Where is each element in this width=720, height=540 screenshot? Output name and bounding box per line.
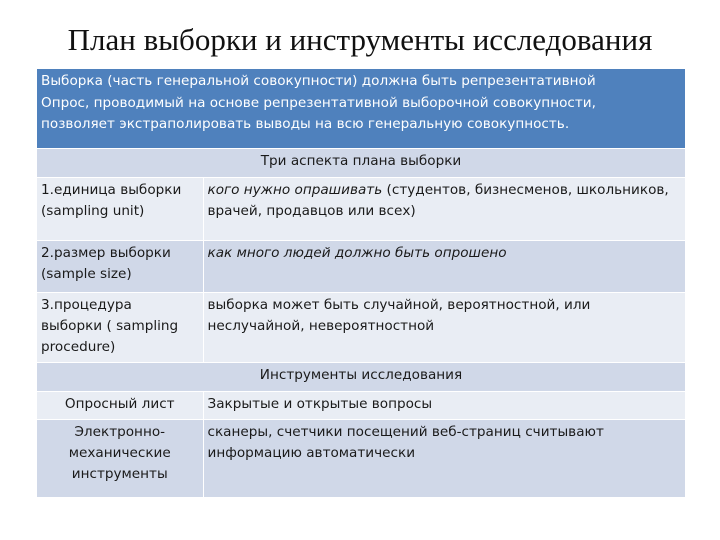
section-title-sampling: Три аспекта плана выборки <box>37 149 685 178</box>
plan-table <box>37 69 685 498</box>
row-label <box>37 392 203 420</box>
row-label <box>37 241 203 293</box>
header-row <box>37 69 685 149</box>
section-row-tools <box>37 363 685 392</box>
row-label-line: инструменты <box>71 466 168 482</box>
section-row-sampling <box>37 149 685 178</box>
row-label-line: Электронно- <box>74 424 166 440</box>
row-description-emphasis: как много людей должно быть опрошено <box>207 245 507 261</box>
row-label <box>37 420 203 498</box>
header-line: Опрос, проводимый на основе репрезентативной выборочной совокупности, <box>41 94 596 111</box>
header-line: Выборка (часть генеральной совокупности) должна быть репрезентативной <box>41 73 596 89</box>
row-description: Закрытые и открытые вопросы <box>203 392 685 420</box>
table-row <box>37 178 685 241</box>
row-label-line: выборки ( sampling <box>41 318 179 334</box>
row-label-line: 2.размер выборки <box>41 245 171 261</box>
row-label <box>37 178 203 241</box>
row-label-line: procedure) <box>41 339 116 355</box>
row-description-text: выборка может быть случайной, вероятностной, или неслучайной, невероятностной <box>207 297 591 334</box>
row-label-line: механические <box>68 445 171 461</box>
row-description <box>203 241 685 293</box>
header-cell <box>37 69 685 149</box>
table-row <box>37 293 685 363</box>
table-row <box>37 241 685 293</box>
slide-title: План выборки и инструменты исследования <box>67 22 653 57</box>
table-row <box>37 420 685 498</box>
row-description <box>203 293 685 363</box>
row-description-emphasis: кого нужно опрашивать <box>207 182 383 198</box>
row-description: сканеры, счетчики посещений веб-страниц считывают информацию автоматически <box>203 420 685 498</box>
row-label-line: (sample size) <box>41 266 132 282</box>
row-description-text: (студентов, бизнесменов, школьников, врачей, продавцов или всех) <box>207 182 669 219</box>
row-label-line: 1.единица выборки <box>41 182 182 198</box>
table-row <box>37 392 685 420</box>
row-label-line: (sampling unit) <box>41 203 145 219</box>
row-label <box>37 293 203 363</box>
row-label-line: Опросный лист <box>64 396 175 412</box>
row-label-line: 3.процедура <box>41 297 132 313</box>
section-title-tools: Инструменты исследования <box>37 363 685 392</box>
row-description <box>203 178 685 241</box>
header-line: позволяет экстраполировать выводы на всю генеральную совокупность. <box>41 116 570 132</box>
